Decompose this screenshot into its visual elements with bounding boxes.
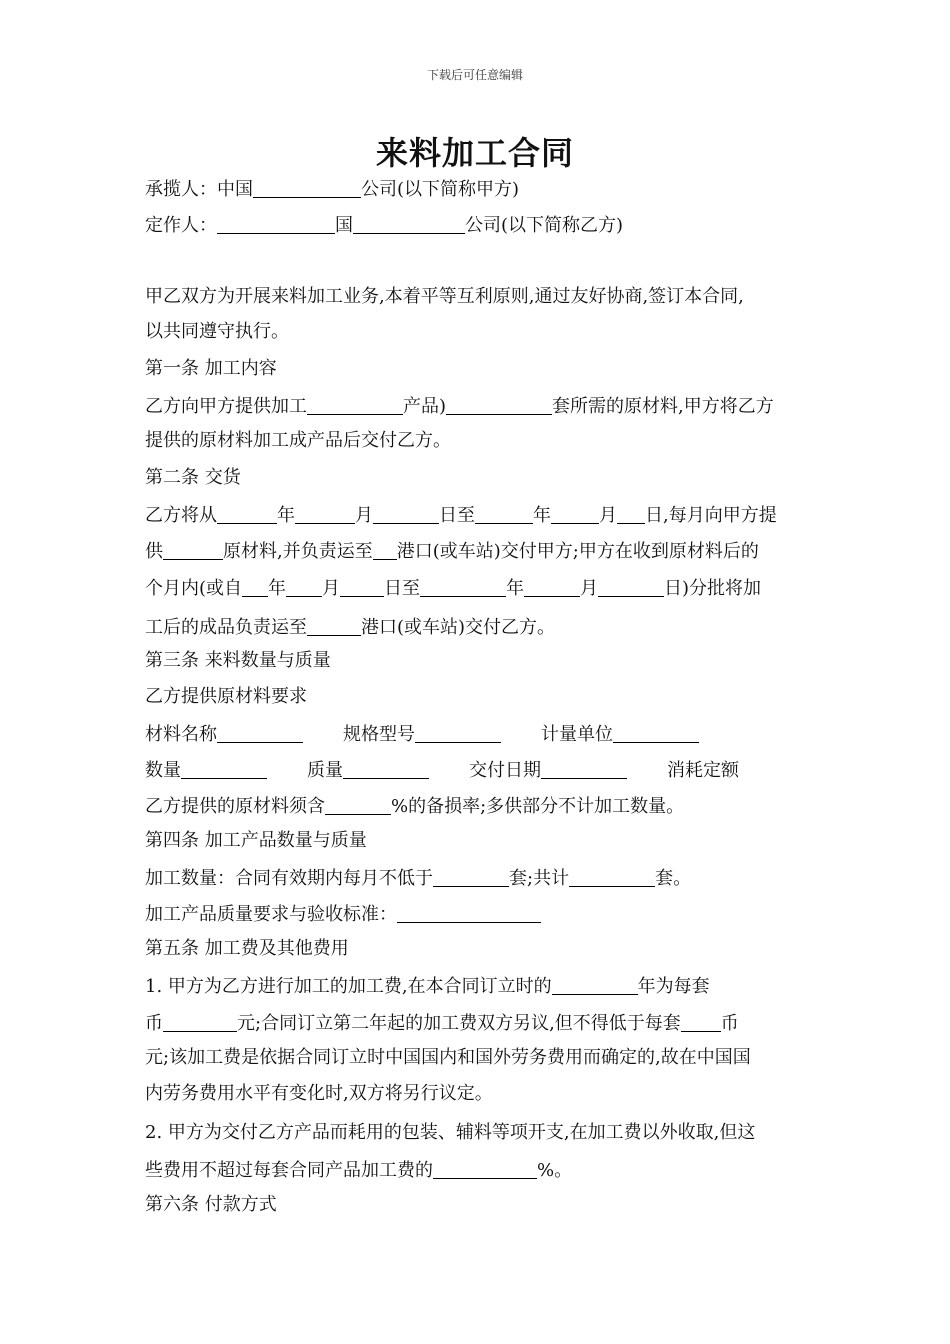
blank-field [340,578,384,597]
text: 个月内(或自 [145,578,243,599]
blank-field [325,796,391,815]
article4-standard-line [145,904,541,924]
quantity-label: 数量 [145,760,181,781]
blank-field [217,724,303,743]
text: 日)分批将加 [664,578,762,599]
consumption-quota-label: 消耗定额 [667,760,739,781]
article5-p1-line-2 [145,1013,739,1033]
customer-line [145,215,623,235]
article1-line-2: 提供的原材料加工成产品后交付乙方。 [145,430,451,451]
text: 月 [599,505,617,526]
intro-line-2: 以共同遵守执行。 [145,321,289,342]
blank-field [598,578,664,597]
customer-tail: 公司(以下简称乙方) [465,215,624,236]
header-note: 下载后可任意编辑 [426,68,523,82]
text: 工后的成品负责运至 [145,617,307,638]
blank-field [617,505,645,524]
text: 日至 [384,578,421,599]
text: 年为每套 [637,976,710,997]
text: 原材料,并负责运至 [223,541,373,562]
text: 日至 [439,505,475,526]
blank-field [307,617,361,636]
customer-mid: 国 [335,215,353,236]
text: 供 [145,541,163,562]
text: 月 [322,578,341,599]
text: 乙方提供的原材料须含 [145,796,325,817]
quality-label: 质量 [307,760,343,781]
text: 年 [533,505,551,526]
blank-field [613,724,699,743]
text: 加工产品质量要求与验收标准： [145,904,397,925]
text: 乙方向甲方提供加工 [145,396,307,417]
article1-line-1 [145,396,774,416]
article5-heading: 第五条 加工费及其他费用 [145,938,349,959]
article6-heading: 第六条 付款方式 [145,1194,277,1215]
text: 港口(或车站)交付乙方。 [361,617,556,638]
blank-field [253,179,361,198]
article2-line-2 [145,541,759,561]
text: %。 [537,1160,573,1181]
text: 产品) [403,396,447,417]
blank-field [681,1013,721,1032]
article5-p1-line-3: 元;该加工费是依据合同订立时中国国内和国外劳务费用而确定的,故在中国国 [145,1047,751,1068]
material-row-1 [145,724,699,744]
text: 币 [720,1013,739,1034]
blank-field [420,578,506,597]
blank-field [446,396,552,415]
article1-heading: 第一条 加工内容 [145,358,277,379]
blank-field [343,760,429,779]
blank-field [181,760,267,779]
blank-field [569,868,655,887]
blank-field [475,505,533,524]
article2-heading: 第二条 交货 [145,467,241,488]
contractor-label: 承揽人：中国 [145,179,253,200]
text: 套。 [655,868,692,889]
text: 套;共计 [509,868,570,889]
blank-field [551,505,599,524]
text: 年 [268,578,287,599]
article5-p1-line-1 [145,976,710,996]
blank-field [217,215,335,234]
blank-field [373,505,439,524]
spec-model-label: 规格型号 [343,724,415,745]
blank-field [552,976,638,995]
text: 币 [145,1013,163,1034]
document-title: 来料加工合同 [375,134,574,172]
loss-rate-line [145,796,684,816]
text: 日,每月向甲方提 [645,505,777,526]
text: 年 [506,578,525,599]
text: %的备损率;多供部分不计加工数量。 [391,796,685,817]
delivery-date-label: 交付日期 [469,760,541,781]
contractor-tail: 公司(以下简称甲方) [361,179,520,200]
article5-p1-line-4: 内劳务费用水平有变化时,双方将另行议定。 [145,1083,493,1104]
intro-line-1: 甲乙双方为开展来料加工业务,本着平等互利原则,通过友好协商,签订本合同, [145,286,744,307]
customer-label: 定作人： [145,215,217,236]
article3-heading: 第三条 来料数量与质量 [145,650,331,671]
article2-line-1 [145,505,777,525]
text: 些费用不超过每套合同产品加工费的 [145,1160,433,1181]
blank-field [307,396,403,415]
text: 元;合同订立第二年起的加工费双方另议,但不得低于每套 [237,1013,681,1034]
blank-field [217,505,277,524]
text: 乙方将从 [145,505,217,526]
blank-field [163,541,223,560]
text: 月 [355,505,373,526]
blank-field [415,724,501,743]
text: 年 [277,505,295,526]
text: 港口(或车站)交付甲方;甲方在收到原材料后的 [396,541,759,562]
unit-label: 计量单位 [541,724,613,745]
material-name-label: 材料名称 [145,724,217,745]
blank-field [163,1013,237,1032]
blank-field [353,215,465,234]
blank-field [295,505,355,524]
blank-field [373,541,397,560]
blank-field [286,578,322,597]
text: 1. 甲方为乙方进行加工的加工费,在本合同订立时的 [145,976,552,997]
blank-field [433,868,509,887]
blank-field [397,904,541,923]
contractor-line [145,179,519,199]
text: 加工数量：合同有效期内每月不低于 [145,868,433,889]
article5-p2-line-2 [145,1160,572,1180]
article4-quantity-line [145,868,691,888]
text: 套所需的原材料,甲方将乙方 [552,396,774,417]
article2-line-4 [145,617,555,637]
material-row-2 [145,760,739,780]
text: 月 [580,578,599,599]
article4-heading: 第四条 加工产品数量与质量 [145,830,367,851]
blank-field [433,1160,537,1179]
article5-p2-line-1: 2. 甲方为交付乙方产品而耗用的包装、辅料等项开支,在加工费以外收取,但这 [145,1122,756,1143]
blank-field [541,760,627,779]
article3-subheading: 乙方提供原材料要求 [145,686,307,707]
blank-field [524,578,580,597]
blank-field [242,578,268,597]
article2-line-3 [145,578,761,598]
